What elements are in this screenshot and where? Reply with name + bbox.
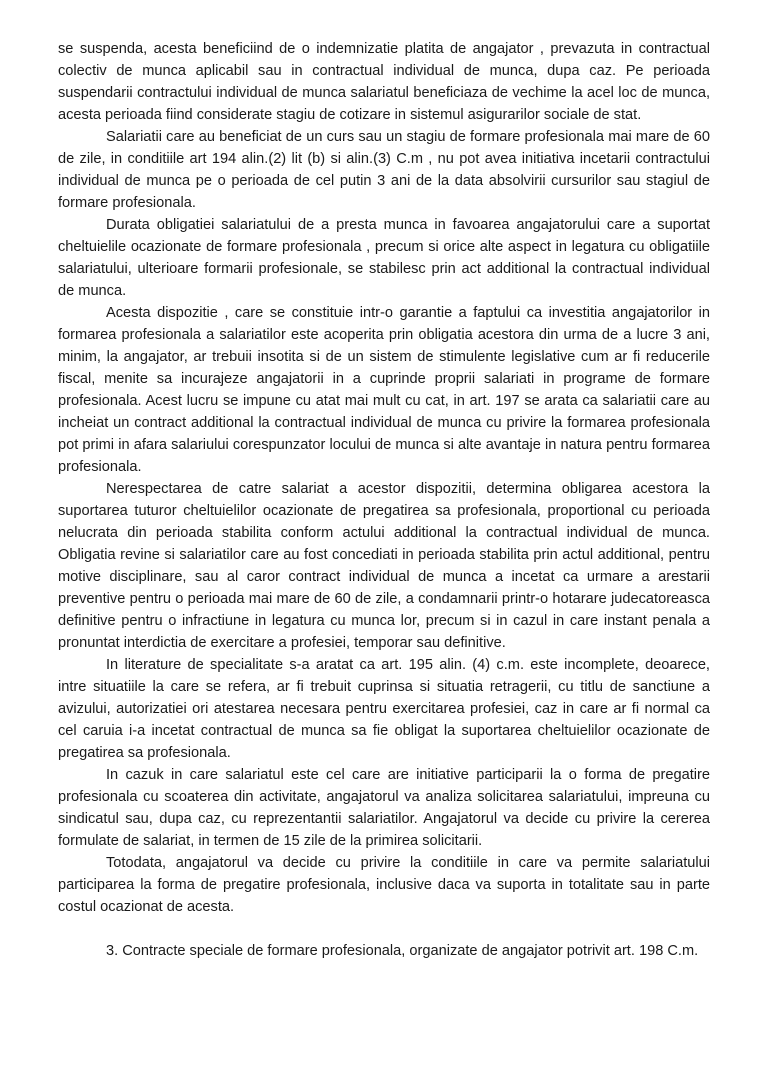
document-body	[58, 38, 710, 962]
paragraph-3: Durata obligatiei salariatului de a presta munca in favoarea angajatorului care a suportat cheltuielile ocazionate de formare profesionala , precum si orice alte aspect in legatura cu obligatiile salariatului, ulterioare formarii profesionale, se stabilesc prin act additional la contractual individual de munca.	[58, 217, 710, 299]
paragraph-5: Nerespectarea de catre salariat a acestor dispozitii, determina obligarea acestora la suportarea tuturor cheltuielilor ocazionate de pregatirea sa profesionala, proportional cu perioada nelucrata din perioada stabilita conform actului additional la contractual individual de munca. Obligatia revine si salariatilor care au fost concediati in perioada stabilita prin actul additional, pentru motive disciplinare, sau al caror contract individual de munca a incetat ca urmare a arestarii preventive pentru o perioada mai mare de 60 de zile, a condamnarii printr-o hotarare judecatoreasca definitive pentru o infractiune in legatura cu munca lor, precum si in cazul in care instant penala a pronuntat interdictia de exercitare a profesiei, temporar sau definitive.	[58, 481, 710, 651]
section-heading-3: 3. Contracte speciale de formare profesionala, organizate de angajator potrivit art. 198 C.m.	[106, 943, 699, 959]
paragraph-6: In literature de specialitate s-a aratat ca art. 195 alin. (4) c.m. este incomplete, deoarece, intre situatiile la care se refera, ar fi trebuit cuprinsa si situatia retragerii, cu titlu de sanctiune a avizului, autorizatiei ori atestarea necesara pentru exercitarea profesiei, caz in care ar fi normal ca cel caruia i-a incetat contractual de munca sa fie obligat la suportarea cheltuielilor ocazionate de pregatirea sa profesionala.	[58, 657, 710, 761]
paragraph-1: se suspenda, acesta beneficiind de o indemnizatie platita de angajator , prevazuta in contractual colectiv de munca aplicabil sau in contractual individual de munca, dupa caz. Pe perioada suspendarii contractului individual de munca salariatul beneficiaza de vechime la acel loc de munca, acesta perioada fiind considerate stagiu de cotizare in sistemul asigurarilor sociale de stat.	[58, 41, 710, 123]
paragraph-2: Salariatii care au beneficiat de un curs sau un stagiu de formare profesionala mai mare de 60 de zile, in conditiile art 194 alin.(2) lit (b) si alin.(3) C.m , nu pot avea initiativa incetarii contractului individual de munca pe o perioada de cel putin 3 ani de la data absolvirii cursurilor sau stagiul de formare profesionala.	[58, 129, 710, 211]
paragraph-7: In cazuk in care salariatul este cel care are initiative participarii la o forma de pregatire profesionala cu scoaterea din activitate, angajatorul va analiza solicitarea salariatului, impreuna cu sindicatul sau, dupa caz, cu reprezentantii salariatilor. Angajatorul va decide cu privire la cererea formulate de salariat, in termen de 15 zile de la primirea solicitarii.	[58, 767, 710, 849]
paragraph-4: Acesta dispozitie , care se constituie intr-o garantie a faptului ca investitia angajatorilor in formarea profesionala a salariatilor este acoperita prin obligatia acestora din urma de a lucre 3 ani, minim, la angajator, ar trebuii insotita si de un sistem de stimulente legislative cum ar fi reducerile fiscal, menite sa incurajeze angajatorii in a cuprinde proprii salariati in programe de formare profesionala. Acest lucru se impune cu atat mai mult cu cat, in art. 197 se arata ca salariatii care au incheiat un contract additional la contractual individual de munca cu privire la formarea profesionala pot primi in afara salariului corespunzator locului de munca si alte avantaje in natura pentru formarea profesionala.	[58, 305, 710, 475]
paragraph-8: Totodata, angajatorul va decide cu privire la conditiile in care va permite salariatului participarea la forma de pregatire profesionala, inclusive daca va suporta in totalitate sau in parte costul ocazionat de acesta.	[58, 855, 710, 915]
